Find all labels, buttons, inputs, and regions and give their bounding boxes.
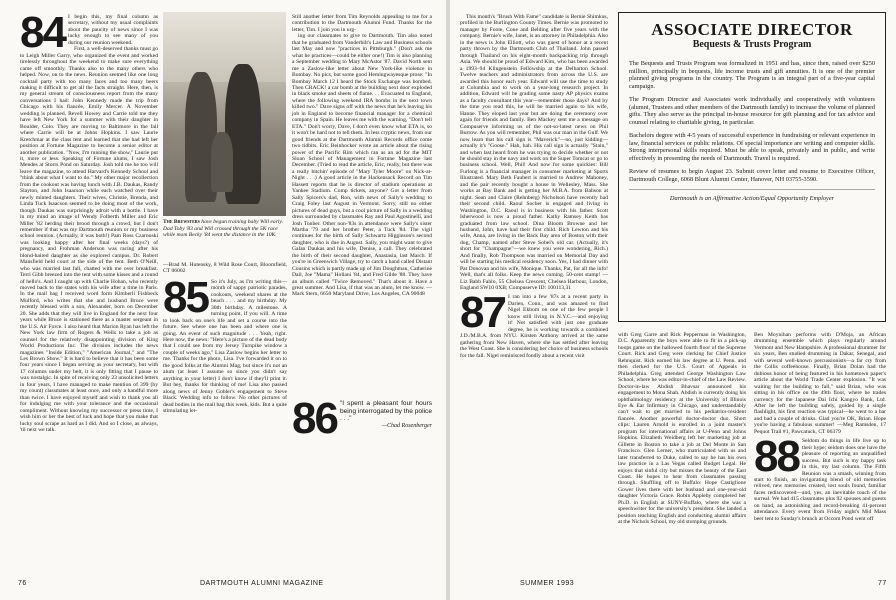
running-head-right: SUMMER 1993 <box>520 580 575 587</box>
ad-paragraph-3: Bachelors degree with 4-5 years of successful experience in fundraising or relevant experience in law, financial services or public relations. Of special importance are writing and computer skills. Strong interpersonal skills required. Must be able to speak, privately and in public, and write effectively in presenting the needs of Dartmouth. Travel is required. <box>629 132 875 162</box>
col2-intro: Still another letter from Tim Reynolds appealing to me for a contribution to the Dartmouth Alumni Fund. Thanks for the letter, Tim. I join you in urg- <box>292 14 432 33</box>
class-85-column <box>163 262 287 574</box>
ad-paragraph-1: The Bequests and Trusts Program was formalized in 1951 and has, since then, raised over $250 million, principally in bequests, life income trusts and gift annuities. It is one of the premier planned giving programs in the country. The Program is an integral part of a five-year capital campaign. <box>629 60 875 90</box>
ad-title: ASSOCIATE DIRECTOR <box>651 20 853 39</box>
ad-subtitle: Bequests & Trusts Program <box>692 39 812 50</box>
class-88-body: 88 Seldom do things in life live up to their hype; seldom does one have the pleasure of reporting an unqualified success. But such is my happy task in this, my last column. The Fifth Reunion was a smash, winning from start to finish, an invigorating blend of old memories relived, new memories created, lost souls found, familiar faces rediscovered—and, yes, an inevitable touch of the surreal. We had 415 classmates plus 92 spouses and guests on hand, an astonishing and record-breaking 41-percent attendance. Every event from Friday night's Mid Mass beer tent to Sunday's brunch at Occom Pond went off <box>754 432 886 522</box>
right-page <box>450 0 896 600</box>
col1-body: This month's "Brush With Fame" candidate is Bernie Shimkus, profiled in the Burlington County Times. Bernie was promoted to manager by Foote, Cone and Belding after five years with the company. Bernie's wife, Janet, is an attorney in Philadelphia. Also in the news is John Elliott, who was guest of honor at a recent party thrown by the Dartmouth Club of Thailand. John passed through Thailand on his eight-month backpacking trip through Asia. We should be proud of Edward Kim, who has been awarded a 1993–94 Klingenstein Fellowship at the Delbarton School. Twelve teachers and administrators from across the U.S. are awarded this honor each year. Edward will use the time to study at Columbia and to work on a year-long research project. In addition, Edward will be grading some nasty AP physics exams as a faculty consultant this year—remember those days? And by the time you read this, he will be married again to his wife, Hanne. They eloped last year but are doing the ceremony over again for friends and family. Ben Mackey sent me a message on Compuserve informing us of the not-so-latest news on Phil Burrow. As you will remember, Phil was our man in the Gulf. We now learn that his call sign is "Maverick"—no, just kidding—actually it's "Goose." Hah, hah. His call sign is actually "Stain," and when last heard from he was trying to decide whether or not he should stay in the navy and work on the Super Tomcat or go to business school. Well, Phil! And now for some quickies: Bill Furlong is a financial manager in consumer marketing at Sports Illustrated. Mary Beth Faubert is married to Andrew Mahoney, and the pair recently bought a house in Wellesley, Mass. She works at Bay Bank and is getting her M.B.A. from Babson at night. Sean and Claire (Rehnberg) Nicholson have recently had their second child. Raoul Socher is engaged and living in Washington, D.C. Raoul is in business with his father. Scott Isherwood is now a proud father. Kathy Ramsey Keith has graduated from law school. Dina Bloom Browne and her husband, John, have had their first child. Rich Lewton and his wife, Anna, are living in the Back Bay area of Boston with their dog, Champ, named after Steve Sobel's old car. (Actually, it's short for "Champagne"—we knew you were wondering, Rich.) And finally, Rob Thompson was married on Memorial Day and will be starting his medical residency soon. Yes, I had dinner with Pat Donovan and his wife, Monique. Thanks, Pat, for all the info! Well, that's all folks. Keep the news coming. 50-cent stamp! —Liz Babb Fahlo, 55 Chelsea Crescent, Chelsea Harbour, London, England SW10 0XB; Compuserve ID: 100113,31 <box>460 14 608 292</box>
col3-body: Ben Moynihan performs with D'Moja, an African drumming ensemble which plays regularly around Vermont and New Hampshire. A professional drummer for six years, Ben studied drumming in Dakar, Senegal, and with several well-known percussionists—a far cry from the Collis coffeehouse. Finally, Brian Dolan had the dubious honor of being featured in his hometown paper's article about the World Trade Center explosion. "It was waiting for the building to fall," said Brian, who was sitting in his office on the 49th floor, where he trades currency for the Japanese Dai Ichi Kangyo Bank, Ltd. After he left the building safely, guided by a single flashlight, his first reaction was typical—he went to a bar and had a couple of drinks. Glad you're OK, Brian. Hope you're having a fabulous summer! —Meg Ramsden, 17 Pequot Trail #1, Pawcatuck, CT 06379 <box>754 332 886 435</box>
class-84-body: First, a well-deserved thanks must go to Leigh Miller Garry, who organized the event and worked tirelessly throughout the weekend to make sure everything came off smoothly. Thanks also to the many others who helped. Now, on to the news. Reunion seemed like one long cocktail party with too many faces and too many beers making it difficult to get all the facts straight. Here, then, is my general stream of consciousness report from the many conversations I had: John Kennedy made the trip from Chicago with his fiancée, Emily Mercer. A November wedding is planned. Revell Howey and Carrie told me they have left New York for a summer with their daughter in Boulder, Colo. They are moving to Baltimore in the fall where Carrie will be at Johns Hopkins. I saw Laurie Kretchmar at the class tent and learned that she had left her position at Fortune Magazine to become a senior editor at another publication. "Now, I'm running the show," Laurie put it, more or less. Speaking of Fortune alums, I saw Josh Mendes at Storrs Pond on Saturday. Josh told me he too will leave the magazine, to attend Harvard's Kennedy School and "think about what I want to do." My other major recollection from the cookout was having lunch with J.B. Daukas, Randy Slayton, and John Isaacson while each watched over their newly minted daughters. Their wives, Christie, Brenda, and Linda Tuck Isaacson seemed to be doing most of the work, though Daukas was surprisingly adroit with a bottle. I have in my mind an image of Wendy Folberth Miller and Eric Miller '82 herding their brood through a crowd, but I don't remember if that was my Dartmouth reunion or my business school reunion. (Actually, it was both!) Pam Ross Czarnoski was looking happy after her final weeks (days?) of pregnancy, and Frohman Anderson was racing after his blond-haired daughter as she explored campus. Dr. Robert Mansfield held court at the side of the tent. Beth O'Neill, who was married last fall, chatted with me over breakfast. Terri Gibb breezed into the tent with some kisses and a round of hello's. And I caught up with Charlie Hohan, who recently moved back to the states with his wife after a time in Paris. In the mail bag I received word form Kimberli Fishbeck Mulford, who writes that she and husband Bruce were recently blessed with a son, Alexander, born on December 20. She adds that they will live in England for the next four years while Bruce is stationed there as a master sergeant in the U.S. Air Force. I also heard that Marion Ryan has left the New York law firm of Rogers & Wells to take a job as counsel for the relatively disappointing division of King World Productions Inc. The division includes the news magazines "Inside Edition," "American Journal," and "The Les Brown Show." It is hard to believe that it has been some four years since I began serving as your secretary, but with 17 columns under my belt, it is only fitting that I pause to wax nostalgic. In spite of receiving only 23 unsolicited letters in four years, I have managed to make mention of 399 (by my count) classmates at least once, and only a handful more than twice. I have enjoyed myself and wish to thank you all for indulging me with your tolerance and the occasional compliment. Without knowing my successor or press time, I wish him or her the best of luck and hope that you make that lucky soul scrape as hard as I did. And so I close, as always, 'til next we talk. <box>20 46 158 433</box>
class-84-column <box>20 14 158 574</box>
class-84-lead: 84 I begin this, my final column as secretary, without my usual complaints about the paucity of news since I was lucky enough to see many of you during our reunion weekend. <box>20 14 158 57</box>
class-85-body: 85 So it's July, as I'm writing this—month of sappy patriotic parades, cookouts, weekend shares at the beach . . . and my birthday. My 30th birthday. A milestone. A turning point, if you will. A time to look back on one's life and set a course into the future. See where one has been and where one is going. An event of such magnitude . . . Yeah, right. Here now, the news: "Here's a picture of the dead body that I could see from my Jersey Turnpike window a couple of weeks ago," Lisa Zaslow begins her letter to me. Thanks for the photo, Lisa. I've forwarded it on to the good folks at the Alumni Mag, but since it's not an alum (at least I assume so since you didn't say anything in your letter) I don't know if they'll print it. But hey, thanks for thinking of me! Lisa also passed along news of Jenny Gobler's engagement to Steve Black. Wedding info to follow. No other pictures of dead bodies in the mail bag this week, kids. But a quite stimulating let- <box>163 272 287 414</box>
running-head-left: DARTMOUTH ALUMNI MAGAZINE <box>200 580 324 587</box>
class-84-signature: —Brad M. Hutensky, 8 Wild Rose Court, Bloomfield, CT 06002 <box>163 262 287 275</box>
page-number-right: 77 <box>878 580 887 587</box>
ad-paragraph-2: The Program Director and Associates work individually and cooperatively with volunteers (alumni, Trustees and other members of the Dartmouth family) to increase the volume of planned gifts. They also serve as the principal in-house resource for gift planning and for tax advice and counsel relating to charitable giving, in particular. <box>629 96 875 126</box>
class-87-continued-column <box>618 332 746 574</box>
class-number-84: 84 <box>20 14 65 57</box>
ad-paragraph-4: Review of resumes to begin August 23. Submit cover letter and resume to Executive Officer, Dartmouth College, 6068 Blunt Alumni Center, Hanover, NH 03755-3590. <box>629 168 875 183</box>
pull-quote-86: "I spent a pleasant four hours being interrogated by the police . . ." <box>339 400 432 423</box>
page-number-left: 76 <box>18 580 27 587</box>
photo-with-caption <box>163 12 286 258</box>
class-number-85: 85 <box>163 272 208 322</box>
pull-quote-attribution: —Chad Rosenberger <box>381 422 432 429</box>
class-number-86: 86 <box>292 400 337 443</box>
class-number-87: 87 <box>460 288 505 338</box>
photo-caption: The Brewsters have begun training baby Will early. Dad Toby '83 and Will crossed through the 5K race while mom Becky '84 went the distance in the 10K. <box>163 219 283 238</box>
ad-eeo-footer: Dartmouth is an Affirmative Action/Equal Opportunity Employer <box>629 189 875 202</box>
class-87-body: 87 I ran into a few '87s at a recent party in Darien, Conn., and was amazed to find Nigel Ekbom on one of the few people I know still living in N.Y.C.—and enjoying it! Not satisfied with just one graduate degree, he is working towards a combined J.D./M.B.A. from NYU. Kirsten Anthony arrived at the same gathering from New Haven, where she has settled after leaving the West Coast. She is considering her choice of business schools for the fall. Nigel reminisced fondly about a recent visit <box>460 288 608 359</box>
class-number-88: 88 <box>754 432 799 482</box>
col2-body: ing our classmates to give to Dartmouth. Tim also noted that he graduated from Vanderbilt's Law and Business schools last May and now "practices in Pittsburgh." (Don't ask me what he practices—could be either one!) Tim is also planning a September wedding to Mary McAstor '87. David North sent me a Zaslow-like letter about New York-like violence in Bombay. No pics, but some good Hemingwayesque prose: "In Bombay March 12 I heard the Stock Exchange was bombed. Then CRACK! a car bomb at the building next door exploded in black smoke and sheets of flame. . . Evacuated to England, where the following weekend IRA bombs in the next town killed two." Dave signs off with the news that he's leaving his job in England to become financial manager for a chemical company in Spain. He leaves me with the warning, "Don't tell ETA." Don't worry, Dave, I don't even know what ETA is, so it won't be hard not to tell them. In less cryptic news, from our good friends at the Dartmouth Alumni Records office come two tidbits. Eric Beinhocker wrote an article about the rising power of the Pacific Rim which ran as an ad for the MIT Sloan School of Management in Fortune Magazine last December. (Tried to read the article, Eric, really, but there was a really bitchin' episode of "Mary Tyler Moore" on Nick-at-Night . . .) A good article in the Hackensack Record on Tim Hassett reports that he is director of stadium operations at Yankee Stadium. Comp tickets, anyone? Got a letter from Sally Spicers's dad, Ron, with news of Sally's wedding to Craig Foley last August in Vermont. Sorry, still no either pictures of dead guys, but a cool picture of Sally in a wedding dress surrounded by classmates Ray and Paul Agostinelli, and Josh Tonber. Other non-'83s in attendance were Sally's sister Martha '79 and her brother Peter, a Tuck '84. The vigil continues for the birth of Sally Schwartz Higginson's second daughter, who is due in August. Sally, you might want to give Galan Daukas and his wife, Denise, a call. They celebrated the birth of their second daughter, Anastasia, last March. If you're in Greenwich Village, try to catch a band called Distant Cousins which is partly made up of Jim Doughman, Catherine Dail, Joe "Mama" Hollani '84, and Fred Gilde '88. They have an album called "Twice Removed." That's about it. Have a great summer. And Lisa, if that was an alum, let me know. —Mark Stern, 6650 Maryland Drive, Los Angeles, CA 90048 <box>292 33 432 298</box>
class-88-column <box>754 332 886 574</box>
class-86-continued-column <box>460 14 608 574</box>
class-86-block <box>292 400 432 500</box>
brewster-family-photo <box>163 12 286 216</box>
col2-body: with Greg Garre and Rick Pepperman in Washington, D.C. Apparently the boys were able to fit in a pick-up hoops game on the hallowed fourth floor of the Supreme Court. Rick and Greg were clerking for Chief Justice Rehnquist. Rick earned his law degree at U. Penn. and then clerked for the U.S. Court of Appeals in Philadelphia. Greg attended George Washington Law School, where he was editor-in-chief of the Law Review. Doctor-in-law Abdish Bhavsar announced his engagement to Mona Shah. Abdish is currently doing his ophthalmology residency at the University of Illinois Eye & Ear Infirmary in Chicago, and understandably can't wait to get married to his pediatrics-resident fiancée. Another powerful doctor-doctor duo. Short clips: Lauren Arnold is enrolled in a joint master's program for international affairs at U-Penn and Johns Hopkins. Elizabeth Weidberg left her marketing job at Gillette in Boston to take a job at Del Monte in San Francisco. Glen Lerner, who matriculated with us and later transferred to Duke, called to say he has his own law practice in a Las Vegas called Budget Legal. He enjoys that sinful city but misses the beauty of the East Coast. He hopes to hear from classmates passing through. Shuffling off to Buffalo: Hope Castiglione Gower lives there with her husband and one-year-old daughter Victoria Grace. Robin Appleby completed her Ph.D. in English at SUNY-Buffalo, where she was a speechwriter for the university's president. She landed a position teaching English and conducting alumni affairs at the Nichols School, my old stomping grounds. <box>618 332 746 526</box>
left-page <box>0 0 446 600</box>
job-advertisement <box>618 12 886 322</box>
